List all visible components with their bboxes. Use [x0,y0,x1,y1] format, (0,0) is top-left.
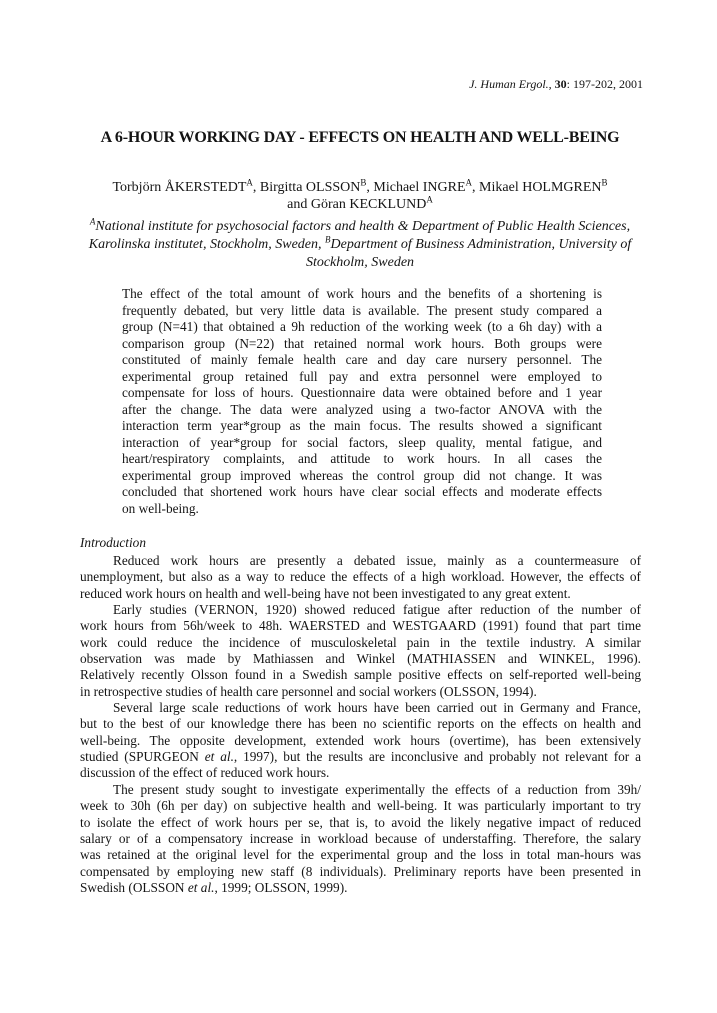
body-line: unemployment, but also as a way to reduce the effects of a high workload. However, the effects of [80,569,641,585]
body-line: salary or of a compensatory increase in workload because of understaffing. Therefore, the salary [80,830,641,846]
body-line: discussion of the effect of reduced work hours. [80,765,330,781]
body-line: well-being. The opposite development, extended work hours (overtime), has been extensively [80,732,641,748]
body-line: but to the best of our knowledge there has been no scientific reports on the effects on health and [80,716,641,732]
body-line: week to 30h (6h per day) on subjective health and well-being. It was particularly important to try [80,798,641,814]
journal-volume: 30 [554,77,567,91]
body-line: in retrospective studies of health care personnel and social workers (OLSSON, 1994). [80,683,537,699]
author-olsson: , Birgitta OLSSON [252,180,361,195]
abstract-line: heart/respiratory complaints, and attitude to work hours. In all cases the [122,451,602,466]
journal-name: J. Human Ergol., [469,77,552,91]
body-line: was retained at the original level for the experimental group and the loss in total man-hours was [80,847,641,863]
abstract-line: experimental group improved whereas the control group did not change. It was [122,467,602,483]
introduction-body [80,553,641,896]
abstract-line: concluded that shortened work hours have clear social effects and moderate effects [122,484,602,499]
body-line: to isolate the effect of work hours per se, that is, to avoid the likely negative impact of reduced [80,814,641,830]
author-line-2: and Göran $KECKLUND^A$ [287,194,433,212]
author-list [76,179,644,213]
author-line-1: Torbjörn $ÅKERSTEDT^A$, Birgitta $OLSSON^B$, Michael $INGRE^A$, Mikael $HOLMGREN^B$ [112,177,608,195]
body-line: Swedish (OLSSON et al., 1999; OLSSON, 1999). [80,879,348,895]
abstract-line: experimental group retained full pay and extra personnel were employed to [122,368,602,384]
body-line: Early studies (VERNON, 1920) showed reduced fatigue after reduction of the number of [113,602,641,618]
introduction-heading: Introduction [80,535,146,550]
author-akerstedt: Torbjörn ÅKERSTEDT [112,180,247,195]
abstract [122,286,602,517]
affiliation-line-2: Karolinska institutet, Stockholm, Sweden, $^B$Department of Business Administration, University of [88,234,632,252]
author-holmgren: , Mikael HOLMGREN [472,180,602,195]
paper-title: A 6-HOUR WORKING DAY - EFFECTS ON HEALTH AND WELL-BEING [100,129,620,146]
abstract-line: The effect of the total amount of work hours and the benefits of a shortening is [122,286,602,301]
abstract-line: on well-being. [122,500,199,516]
body-line: The present study sought to investigate experimentally the effects of a reduction from 39h/ [113,781,641,797]
abstract-line: compensate for loss of hours. Questionnaire data were obtained before and 1 year [122,385,602,400]
affiliation-line-3: Stockholm, Sweden [305,255,415,270]
journal-pages: : 197-202, 2001 [566,77,643,91]
body-line: Relatively recently Olsson found in a Swedish sample positive effects on self-reported well-being [80,667,641,683]
author-kecklund: and Göran KECKLUND [287,197,427,212]
body-line: observation was made by Mathiassen and Winkel (MATHIASSEN and WINKEL, 1996). [80,651,641,667]
body-line: studied (SPURGEON et al., 1997), but the results are inconclusive and probably not relevant for a [80,749,641,765]
abstract-line: frequently debated, but very little data is available. The present study compared a [122,302,602,318]
abstract-line: interaction term year*group as the main focus. The results showed a significant [122,418,602,433]
body-line: compensated by employing new staff (8 individuals). Preliminary reports have been presented in [80,863,641,879]
affiliation-line-1: $^A$National institute for psychosocial factors and health & Department of Public Health Sciences, [89,216,631,234]
abstract-line: interaction of year*group for social factors, sleep quality, mental fatigue, and [122,434,602,450]
abstract-line: comparison group (N=22) that retained normal work hours. Both groups were [122,335,602,351]
author-ingre: , Michael INGRE [366,180,466,195]
abstract-line: group (N=41) that obtained a 9h reduction of the working week (to a 6h day) with a [122,319,602,334]
body-line: Several large scale reductions of work hours have been carried out in Germany and France, [113,700,641,716]
abstract-line: constituted of mainly female health care and day care nursery personnel. The [122,352,602,367]
body-line: work could reduce the incidence of musculoskeletal pain in the textile industry. A similar [80,634,641,650]
affiliations [76,218,644,272]
abstract-line: after the change. The data were analyzed using a two-factor ANOVA with the [122,401,602,417]
journal-citation [469,77,643,92]
body-line: Reduced work hours are presently a debated issue, mainly as a countermeasure of [113,553,641,568]
body-line: reduced work hours on health and well-being have not been investigated to any great extent. [80,585,571,601]
body-line: work hours from 56h/week to 48h. WAERSTED and WESTGAARD (1991) found that part time [80,618,641,634]
